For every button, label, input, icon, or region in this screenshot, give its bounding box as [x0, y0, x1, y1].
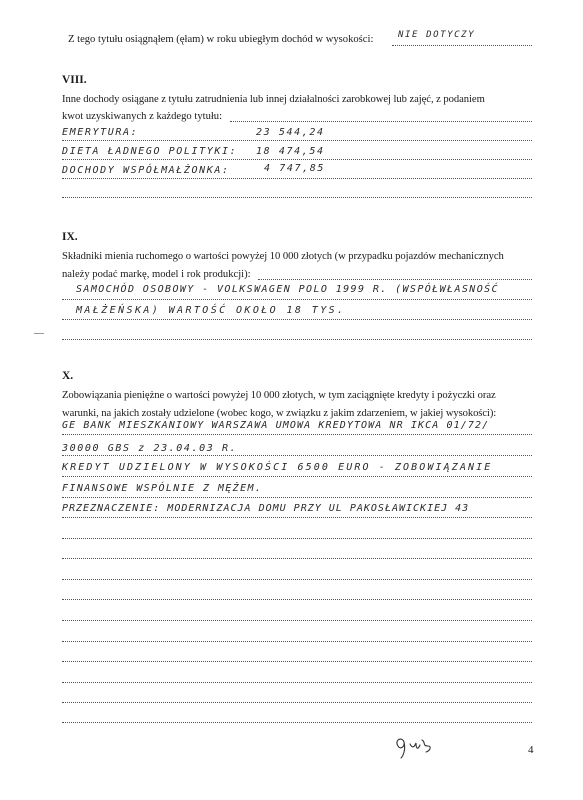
dotted-line [62, 599, 532, 600]
dotted-line [62, 299, 532, 300]
income-answer-handwritten: NIE DOTYCZY [398, 30, 476, 40]
section-ix-description-line2: należy podać markę, model i rok produkcji): [62, 269, 251, 280]
other-income-label-2: DIETA ŁADNEGO POLITYKI: [62, 146, 238, 157]
dotted-line [62, 434, 532, 435]
dotted-line [62, 661, 532, 662]
liabilities-handwritten-line4: FINANSOWE WSPÓLNIE Z MĘŻEM. [62, 483, 263, 494]
section-viii-description-line2: kwot uzyskiwanych z każdego tytułu: [62, 111, 223, 122]
dotted-line [62, 702, 532, 703]
dotted-line [62, 197, 532, 198]
page-number: 4 [528, 744, 534, 756]
dotted-line [62, 641, 532, 642]
dotted-line [62, 140, 532, 141]
dotted-line [230, 121, 532, 122]
dotted-line [62, 682, 532, 683]
liabilities-handwritten-line2: 30000 GBS z 23.04.03 R. [62, 443, 238, 454]
income-statement-text: Z tego tytułu osiągnąłem (ęłam) w roku ubiegłym dochód w wysokości: [68, 34, 374, 45]
section-viii-description-line1: Inne dochody osiągane z tytułu zatrudnienia lub innej działalności zarobkowej lub zajęć, z podaniem [62, 94, 485, 105]
other-income-label-3: DOCHODY WSPÓŁMAŁŻONKA: [62, 165, 230, 176]
other-income-amount-2: 18 474,54 [256, 146, 325, 157]
other-income-amount-1: 23 544,24 [256, 127, 325, 138]
other-income-amount-3: 4 747,85 [264, 163, 325, 174]
section-x-description-line2: warunki, na jakich zostały udzielone (wobec kogo, w związku z jakim zdarzeniem, w jakiej wysokości): [62, 408, 497, 419]
income-answer-dotted-line [392, 45, 532, 46]
liabilities-handwritten-line1: GE BANK MIESZKANIOWY WARSZAWA UMOWA KREDYTOWA NR IKCA 01/72/ [62, 420, 490, 431]
dotted-line [62, 722, 532, 723]
liabilities-handwritten-line5: PRZEZNACZENIE: MODERNIZACJA DOMU PRZY UL PAKOSŁAWICKIEJ 43 [62, 503, 470, 514]
other-income-label-1: EMERYTURA: [62, 127, 139, 138]
dotted-line [62, 178, 532, 179]
section-x-heading: X. [62, 370, 74, 382]
dotted-line [62, 620, 532, 621]
section-ix-heading: IX. [62, 231, 78, 243]
dotted-line [62, 319, 532, 320]
liabilities-handwritten-line3: KREDYT UDZIELONY W WYSOKOŚCI 6500 EURO - ZOBOWIĄZANIE [62, 462, 493, 473]
dotted-line [62, 455, 532, 456]
dotted-line [62, 558, 532, 559]
dotted-line [62, 517, 532, 518]
dotted-line [62, 538, 532, 539]
margin-mark [34, 333, 44, 334]
dotted-line [62, 497, 532, 498]
signature [392, 734, 440, 760]
movable-property-handwritten-line1: SAMOCHÓD OSOBOWY - VOLKSWAGEN POLO 1999 R. (WSPÓŁWŁASNOŚĆ [76, 284, 499, 295]
section-viii-heading: VIII. [62, 74, 87, 86]
dotted-line [62, 476, 532, 477]
movable-property-handwritten-line2: MAŁŻEŃSKA) WARTOŚĆ OKOŁO 18 TYS. [76, 305, 346, 316]
dotted-line [62, 579, 532, 580]
section-x-description-line1: Zobowiązania pieniężne o wartości powyżej 10 000 złotych, w tym zaciągnięte kredyty i pożyczki oraz [62, 390, 496, 401]
dotted-line [62, 159, 532, 160]
section-ix-description-line1: Składniki mienia ruchomego o wartości powyżej 10 000 złotych (w przypadku pojazdów mechanicznych [62, 251, 504, 262]
income-statement-line [68, 33, 373, 47]
dotted-line [62, 339, 532, 340]
dotted-line [258, 279, 532, 280]
